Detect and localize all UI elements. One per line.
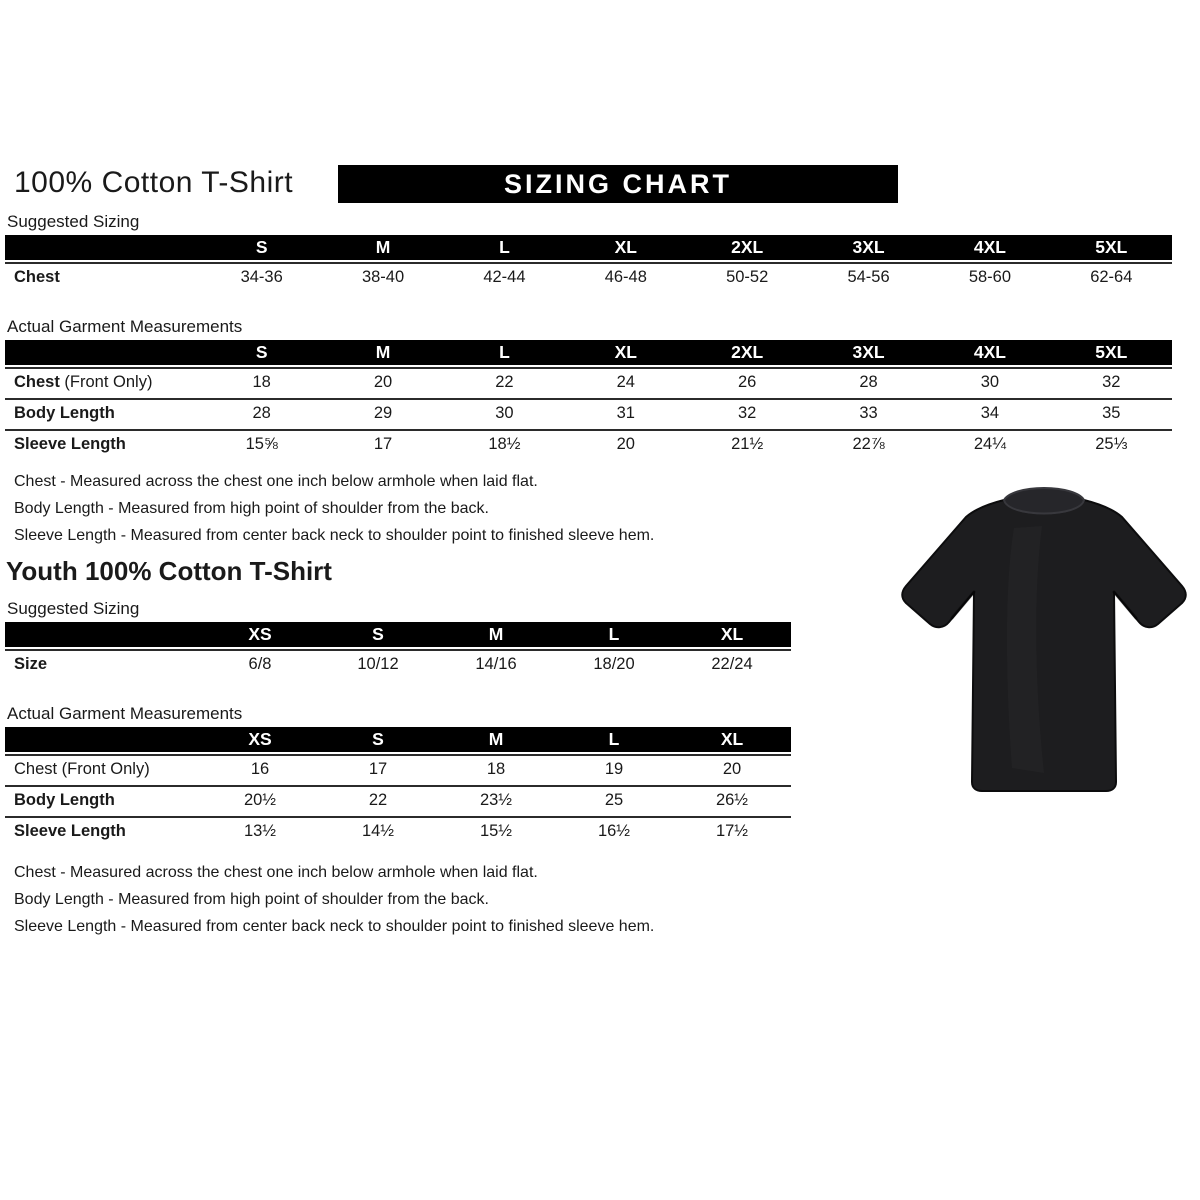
youth-measurement-notes bbox=[14, 859, 1195, 940]
size-column-header: L bbox=[608, 624, 620, 644]
note-body-length: Body Length - Measured from high point of shoulder from the back. bbox=[14, 500, 489, 517]
size-column-header: M bbox=[375, 237, 391, 257]
measurement-cell: 42-44 bbox=[483, 268, 526, 286]
note-sleeve-length: Sleeve Length - Measured from center back neck to shoulder point to finished sleeve hem. bbox=[14, 527, 655, 544]
youth-section-title: Youth 100% Cotton T-Shirt bbox=[6, 556, 332, 586]
row-label bbox=[5, 431, 201, 460]
row-label-text: Chest bbox=[14, 373, 60, 391]
adult-actual-measurements-label: Actual Garment Measurements bbox=[7, 317, 243, 336]
measurement-cell: 54-56 bbox=[847, 268, 890, 286]
measurement-cell: 28 bbox=[859, 373, 878, 391]
measurement-cell: 25⅓ bbox=[1095, 435, 1128, 453]
row-label bbox=[5, 818, 201, 847]
page-title: 100% Cotton T-Shirt bbox=[14, 166, 294, 199]
size-column-header: S bbox=[372, 624, 384, 644]
measurement-cell: 15⅝ bbox=[245, 435, 278, 453]
measurement-cell: 18 bbox=[486, 760, 506, 778]
measurement-cell: 30 bbox=[495, 404, 514, 422]
measurement-cell: 14½ bbox=[361, 822, 395, 840]
measurement-cell: 17 bbox=[368, 760, 388, 778]
measurement-cell: 19 bbox=[604, 760, 624, 778]
measurement-cell: 58-60 bbox=[968, 268, 1012, 286]
table-row bbox=[5, 649, 791, 680]
table-header-row bbox=[5, 622, 791, 647]
measurement-cell: 32 bbox=[1102, 373, 1121, 391]
size-column-header: XL bbox=[720, 729, 744, 749]
adult-suggested-sizing-table bbox=[5, 235, 1195, 293]
row-label bbox=[5, 400, 201, 429]
measurement-cell: 16½ bbox=[597, 822, 631, 840]
size-column-header: L bbox=[499, 237, 510, 257]
measurement-cell: 29 bbox=[373, 404, 393, 422]
note-chest: Chest - Measured across the chest one inch below armhole when laid flat. bbox=[14, 473, 538, 490]
measurement-cell: 18 bbox=[252, 373, 271, 391]
size-column-header: XL bbox=[614, 237, 637, 257]
size-column-header: XL bbox=[720, 624, 744, 644]
adult-suggested-sizing-label: Suggested Sizing bbox=[7, 212, 140, 231]
tshirt-body bbox=[902, 500, 1186, 791]
table-row bbox=[5, 262, 1172, 293]
row-label-text: Chest bbox=[14, 268, 60, 286]
table-header-row bbox=[5, 340, 1172, 365]
row-label-text: Body Length bbox=[14, 791, 115, 809]
adult-actual-measurements-table bbox=[5, 340, 1195, 460]
size-column-header: M bbox=[488, 729, 504, 749]
row-label-text: Chest (Front Only) bbox=[14, 760, 150, 778]
note-chest: Chest - Measured across the chest one inch below armhole when laid flat. bbox=[14, 864, 538, 881]
row-label-text: Sleeve Length bbox=[14, 435, 126, 453]
measurement-cell: 18/20 bbox=[593, 655, 635, 673]
measurement-cell: 20 bbox=[373, 373, 393, 391]
size-column-header: 4XL bbox=[973, 342, 1006, 362]
tshirt-graphic bbox=[894, 468, 1194, 798]
youth-actual-measurements-label: Actual Garment Measurements bbox=[7, 704, 243, 723]
measurement-cell: 23½ bbox=[479, 791, 513, 809]
table-row bbox=[5, 754, 791, 785]
size-column-header: 5XL bbox=[1095, 237, 1128, 257]
row-label bbox=[5, 369, 201, 398]
measurement-cell: 38-40 bbox=[361, 268, 405, 286]
measurement-cell: 10/12 bbox=[357, 655, 399, 673]
measurement-cell: 17½ bbox=[715, 822, 749, 840]
measurement-cell: 30 bbox=[980, 373, 1000, 391]
size-column-header: XL bbox=[614, 342, 637, 362]
size-column-header: M bbox=[488, 624, 504, 644]
size-column-header: S bbox=[372, 729, 384, 749]
measurement-cell: 31 bbox=[616, 404, 635, 422]
size-column-header: 2XL bbox=[731, 237, 764, 257]
size-column-header: S bbox=[255, 237, 268, 257]
measurement-cell: 50-52 bbox=[726, 268, 769, 286]
measurement-cell: 16 bbox=[250, 760, 270, 778]
row-label bbox=[5, 756, 201, 785]
measurement-cell: 33 bbox=[859, 404, 878, 422]
measurement-cell: 22⅞ bbox=[852, 435, 885, 453]
size-column-header: XS bbox=[248, 729, 272, 749]
header-row bbox=[5, 165, 1195, 203]
tshirt-product-photo bbox=[894, 468, 1194, 798]
table-row bbox=[5, 816, 791, 847]
row-label-text: Sleeve Length bbox=[14, 822, 126, 840]
size-column-header: 3XL bbox=[852, 342, 885, 362]
measurement-cell: 26½ bbox=[715, 791, 749, 809]
sizing-chart-banner-label: SIZING CHART bbox=[504, 168, 732, 199]
size-column-header: M bbox=[375, 342, 391, 362]
measurement-cell: 22 bbox=[368, 791, 388, 809]
measurement-cell: 20 bbox=[722, 760, 742, 778]
measurement-cell: 22/24 bbox=[711, 655, 753, 673]
measurement-cell: 20½ bbox=[243, 791, 277, 809]
size-column-header: L bbox=[499, 342, 510, 362]
measurement-cell: 26 bbox=[738, 373, 757, 391]
size-column-header: S bbox=[255, 342, 268, 362]
table-header-row bbox=[5, 235, 1172, 260]
size-column-header: L bbox=[608, 729, 620, 749]
row-label bbox=[5, 651, 201, 680]
row-label bbox=[5, 787, 201, 816]
measurement-cell: 20 bbox=[616, 435, 635, 453]
tshirt-collar bbox=[1004, 488, 1084, 514]
measurement-cell: 62-64 bbox=[1090, 268, 1133, 286]
measurement-cell: 35 bbox=[1102, 404, 1121, 422]
row-label-text: Size bbox=[14, 655, 48, 673]
measurement-cell: 34 bbox=[980, 404, 1000, 422]
row-label-suffix: (Front Only) bbox=[59, 373, 153, 391]
table-row bbox=[5, 785, 791, 816]
size-column-header: 3XL bbox=[852, 237, 885, 257]
row-label-text: Body Length bbox=[14, 404, 115, 422]
measurement-cell: 6/8 bbox=[248, 655, 272, 673]
measurement-cell: 13½ bbox=[243, 822, 277, 840]
measurement-cell: 18½ bbox=[488, 435, 521, 453]
measurement-cell: 28 bbox=[252, 404, 271, 422]
note-body-length: Body Length - Measured from high point of shoulder from the back. bbox=[14, 891, 489, 908]
measurement-cell: 34-36 bbox=[240, 268, 283, 286]
size-column-header: 5XL bbox=[1095, 342, 1128, 362]
table-header-row bbox=[5, 727, 791, 752]
sizing-chart-banner bbox=[338, 165, 898, 203]
measurement-cell: 25 bbox=[604, 791, 624, 809]
size-column-header: 4XL bbox=[973, 237, 1006, 257]
size-column-header: 2XL bbox=[731, 342, 764, 362]
table-row bbox=[5, 367, 1172, 398]
row-label bbox=[5, 264, 201, 293]
table-row bbox=[5, 398, 1172, 429]
measurement-cell: 24¼ bbox=[973, 435, 1006, 453]
measurement-cell: 17 bbox=[373, 435, 393, 453]
youth-suggested-sizing-label: Suggested Sizing bbox=[7, 599, 140, 618]
measurement-cell: 15½ bbox=[479, 822, 513, 840]
measurement-cell: 14/16 bbox=[475, 655, 517, 673]
measurement-cell: 21½ bbox=[731, 435, 764, 453]
measurement-cell: 24 bbox=[616, 373, 635, 391]
note-sleeve-length: Sleeve Length - Measured from center back neck to shoulder point to finished sleeve hem. bbox=[14, 918, 655, 935]
table-row bbox=[5, 429, 1172, 460]
measurement-cell: 46-48 bbox=[604, 268, 647, 286]
measurement-cell: 22 bbox=[495, 373, 514, 391]
size-column-header: XS bbox=[248, 624, 272, 644]
measurement-cell: 32 bbox=[738, 404, 757, 422]
